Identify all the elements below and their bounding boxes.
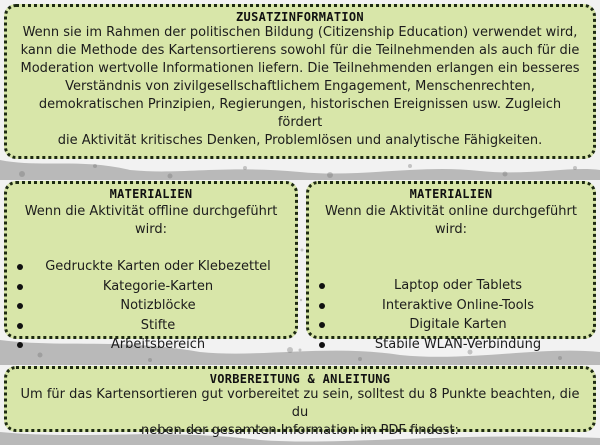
list-item-label: Laptop oder Tablets (393, 278, 523, 293)
materials-online-box (306, 181, 596, 352)
list-item (311, 335, 591, 355)
prep-line: Um für das Kartensortieren gut vorbereitet zu sein, solltest du 8 Punkte beachten, die du (20, 387, 580, 420)
info-title: ZUSATZINFORMATION (236, 10, 364, 24)
list-item (9, 335, 293, 355)
info-line: Verständnis von zivilgesellschaftlichem Engagement, Menschenrechten, (65, 79, 535, 94)
info-text (15, 24, 585, 150)
online-title: MATERIALIEN (409, 187, 493, 201)
info-line: kann die Methode des Kartensortierens sowohl für die Teilnehmenden als auch für die (20, 43, 580, 58)
list-item-label: Interaktive Online-Tools (382, 297, 534, 313)
prep-line: neben der gesamten Information im PDF findest: (141, 423, 459, 438)
list-item-label: Digitale Karten (409, 317, 507, 333)
offline-intro: Wenn die Aktivität offline durchgeführt wird: (24, 204, 278, 237)
offline-materials-list (9, 257, 293, 355)
list-item-label: Notizblöcke (120, 298, 196, 314)
bullet-icon (319, 283, 325, 289)
info-line: die Aktivität kritisches Denken, Problemlösen und analytische Fähigkeiten. (57, 133, 543, 148)
online-materials-list (311, 276, 591, 354)
list-item-label: Stabile WLAN-Verbindung (374, 336, 542, 352)
additional-information-box (4, 4, 596, 159)
list-item-label: Gedruckte Karten oder Klebezettel (45, 259, 271, 274)
list-item (9, 257, 293, 277)
bullet-icon (17, 323, 23, 329)
prep-text (11, 386, 589, 440)
info-line: demokratischen Prinzipien, Regierungen, historischen Ereignissen usw. Zugleich fördert (38, 97, 562, 130)
online-intro: Wenn die Aktivität online durchgeführt wird: (325, 204, 577, 237)
bullet-icon (17, 284, 23, 290)
preparation-instructions-box (4, 366, 596, 438)
info-line: Wenn sie im Rahmen der politischen Bildung (Citizenship Education) verwendet wird, (22, 25, 578, 40)
list-item (9, 277, 293, 297)
materials-offline-box (4, 181, 298, 353)
bullet-icon (319, 303, 325, 309)
bullet-icon (319, 342, 325, 348)
list-item-label: Arbeitsbereich (110, 337, 206, 353)
info-line: Moderation wertvolle Informationen liefern. Die Teilnehmenden erlangen ein besseres (20, 61, 580, 76)
list-item-label: Stifte (140, 317, 176, 333)
list-item (311, 276, 591, 296)
list-item (311, 296, 591, 316)
list-item (9, 316, 293, 336)
bullet-icon (17, 264, 23, 270)
list-item-label: Kategorie-Karten (102, 278, 214, 294)
offline-title: MATERIALIEN (109, 187, 193, 201)
list-item (9, 296, 293, 316)
list-item (311, 315, 591, 335)
prep-title: VORBEREITUNG & ANLEITUNG (209, 372, 391, 386)
